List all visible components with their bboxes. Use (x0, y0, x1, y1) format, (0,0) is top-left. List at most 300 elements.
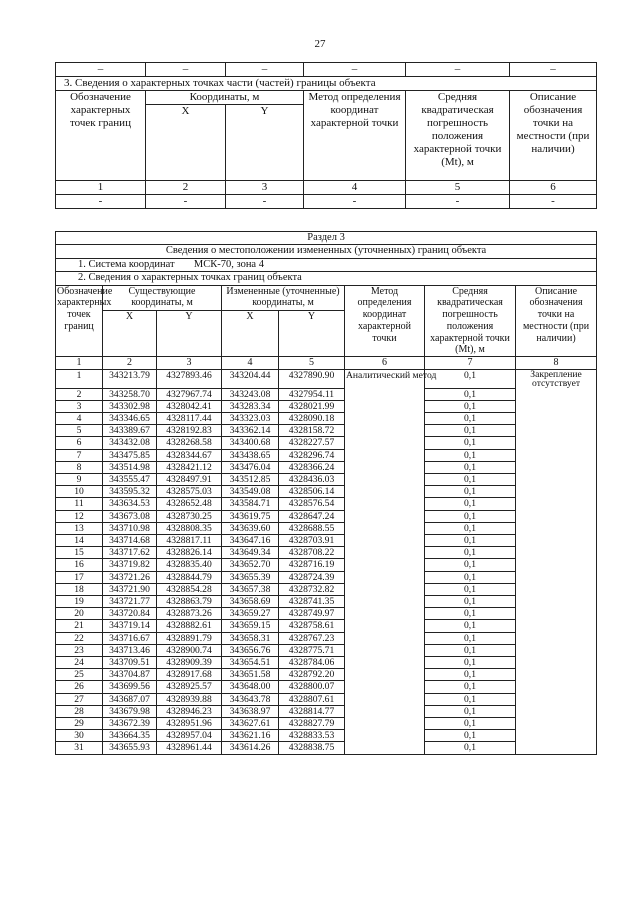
changed-y-cell: 4328800.07 (279, 681, 345, 693)
table-row (56, 583, 597, 595)
existing-x-cell: 343302.98 (103, 400, 157, 412)
changed-y-cell: 4327954.11 (279, 388, 345, 400)
method-cell (345, 730, 425, 742)
col-number: 1 (56, 357, 103, 370)
changed-x-cell: 343283.34 (222, 400, 279, 412)
coordinate-system-value: МСК-70, зона 4 (193, 258, 264, 270)
point-number-cell: 16 (56, 559, 103, 571)
changed-x-cell: 343614.26 (222, 742, 279, 754)
mt-cell: 0,1 (425, 522, 516, 534)
changed-y-cell: 4328366.24 (279, 461, 345, 473)
existing-x-cell: 343717.62 (103, 547, 157, 559)
description-cell (516, 474, 597, 486)
point-number-cell: 25 (56, 669, 103, 681)
changed-y-cell: 4328838.75 (279, 742, 345, 754)
mt-cell: 0,1 (425, 547, 516, 559)
changed-y-cell: 4328833.53 (279, 730, 345, 742)
changed-y-cell: 4328688.55 (279, 522, 345, 534)
method-cell (345, 510, 425, 522)
description-cell (516, 400, 597, 412)
changed-y-cell: 4328296.74 (279, 449, 345, 461)
mt-cell: 0,1 (425, 559, 516, 571)
mt-cell: 0,1 (425, 608, 516, 620)
changed-x-cell: 343659.27 (222, 608, 279, 620)
point-number-cell: 6 (56, 437, 103, 449)
changed-x-cell: 343643.78 (222, 693, 279, 705)
method-cell (345, 486, 425, 498)
method-cell (345, 437, 425, 449)
mt-cell: 0,1 (425, 632, 516, 644)
description-cell (516, 583, 597, 595)
existing-y-cell: 4328575.03 (157, 486, 222, 498)
mt-cell: 0,1 (425, 669, 516, 681)
existing-y-cell: 4328882.61 (157, 620, 222, 632)
table-row (56, 681, 597, 693)
existing-y-cell: 4328951.96 (157, 718, 222, 730)
point-number-cell: 27 (56, 693, 103, 705)
method-cell (345, 583, 425, 595)
changed-x-cell: 343656.76 (222, 644, 279, 656)
description-cell (516, 730, 597, 742)
changed-x-cell: 343627.61 (222, 718, 279, 730)
dash-cell: – (56, 63, 146, 77)
empty-cell: - (56, 194, 146, 208)
existing-y-cell: 4328925.57 (157, 681, 222, 693)
dash-row (56, 63, 597, 77)
description-cell (516, 486, 597, 498)
point-number-cell: 2 (56, 388, 103, 400)
description-cell (516, 620, 597, 632)
col-number: 7 (425, 357, 516, 370)
method-cell (345, 693, 425, 705)
changed-y-cell: 4328703.91 (279, 535, 345, 547)
dash-cell: – (406, 63, 510, 77)
changed-y-cell: 4328158.72 (279, 425, 345, 437)
changed-x-cell: 343584.71 (222, 498, 279, 510)
existing-x-cell: 343664.35 (103, 730, 157, 742)
changed-x-cell: 343649.34 (222, 547, 279, 559)
section3-title: Раздел 3 (56, 232, 597, 245)
existing-x-cell: 343721.77 (103, 596, 157, 608)
table-row (56, 400, 597, 412)
existing-y-cell: 4328117.44 (157, 412, 222, 424)
changed-x-cell: 343204.44 (222, 370, 279, 389)
mt-cell: 0,1 (425, 718, 516, 730)
changed-x-cell: 343658.31 (222, 632, 279, 644)
col-number: 1 (56, 180, 146, 194)
method-cell (345, 412, 425, 424)
existing-x-cell: 343716.67 (103, 632, 157, 644)
header-description: Описание обозначения точки на местности (при наличии) (510, 90, 597, 180)
point-number-cell: 31 (56, 742, 103, 754)
method-cell (345, 669, 425, 681)
existing-y-cell: 4328817.11 (157, 535, 222, 547)
description-cell: Закрепление отсутствует (516, 370, 597, 389)
changed-x-cell: 343651.58 (222, 669, 279, 681)
table-row (56, 705, 597, 717)
existing-y-cell: 4328730.25 (157, 510, 222, 522)
table-row (56, 742, 597, 754)
section-title-row (56, 76, 597, 90)
point-number-cell: 21 (56, 620, 103, 632)
existing-y-cell: 4328344.67 (157, 449, 222, 461)
existing-x-cell: 343672.39 (103, 718, 157, 730)
changed-x-cell: 343654.51 (222, 657, 279, 669)
coordinate-system-label: 1. Система координат (78, 258, 175, 270)
changed-y-cell: 4328227.57 (279, 437, 345, 449)
empty-cell: - (406, 194, 510, 208)
changed-y-cell: 4328716.19 (279, 559, 345, 571)
description-cell (516, 425, 597, 437)
header-existing-coords: Существующие координаты, м (103, 285, 222, 311)
changed-x-cell: 343638.97 (222, 705, 279, 717)
description-cell (516, 498, 597, 510)
description-cell (516, 693, 597, 705)
existing-x-cell: 343514.98 (103, 461, 157, 473)
header-method: Метод определения координат характерной точки (345, 285, 425, 357)
point-number-cell: 26 (56, 681, 103, 693)
description-cell (516, 681, 597, 693)
existing-x-cell: 343709.51 (103, 657, 157, 669)
existing-y-cell: 4328909.39 (157, 657, 222, 669)
dash-cell: – (304, 63, 406, 77)
description-cell (516, 608, 597, 620)
description-cell (516, 449, 597, 461)
col-number: 4 (222, 357, 279, 370)
coordinate-system-row (56, 258, 597, 271)
existing-y-cell: 4328826.14 (157, 547, 222, 559)
existing-y-cell: 4328268.58 (157, 437, 222, 449)
existing-y-cell: 4327967.74 (157, 388, 222, 400)
changed-y-cell: 4328708.22 (279, 547, 345, 559)
changed-x-cell: 343647.16 (222, 535, 279, 547)
existing-y-cell: 4328844.79 (157, 571, 222, 583)
page-number: 27 (314, 38, 326, 50)
header-changed-coords: Измененные (уточненные) координаты, м (222, 285, 345, 311)
description-cell (516, 437, 597, 449)
changed-y-cell: 4328827.79 (279, 718, 345, 730)
changed-x-cell: 343639.60 (222, 522, 279, 534)
point-number-cell: 4 (56, 412, 103, 424)
description-cell (516, 461, 597, 473)
method-cell (345, 474, 425, 486)
existing-y-cell: 4328946.23 (157, 705, 222, 717)
existing-x-cell: 343714.68 (103, 535, 157, 547)
existing-x-cell: 343432.08 (103, 437, 157, 449)
point-number-cell: 11 (56, 498, 103, 510)
mt-cell: 0,1 (425, 461, 516, 473)
table-row (56, 510, 597, 522)
method-cell (345, 718, 425, 730)
existing-x-cell: 343699.56 (103, 681, 157, 693)
changed-x-cell: 343652.70 (222, 559, 279, 571)
mt-cell: 0,1 (425, 486, 516, 498)
changed-y-cell: 4328767.23 (279, 632, 345, 644)
changed-x-cell: 343243.08 (222, 388, 279, 400)
col-number: 3 (226, 180, 304, 194)
col-number: 5 (406, 180, 510, 194)
description-cell (516, 571, 597, 583)
existing-x-cell: 343655.93 (103, 742, 157, 754)
description-cell (516, 510, 597, 522)
existing-y-cell: 4328891.79 (157, 632, 222, 644)
table-row (56, 596, 597, 608)
existing-x-cell: 343346.65 (103, 412, 157, 424)
empty-cell: - (304, 194, 406, 208)
table-row (56, 657, 597, 669)
method-cell (345, 498, 425, 510)
header-mt: Средняя квадратическая погрешность положения характерной точки (Mt), м (425, 285, 516, 357)
changed-x-cell: 343621.16 (222, 730, 279, 742)
changed-y-cell: 4328732.82 (279, 583, 345, 595)
changed-y-cell: 4328749.97 (279, 608, 345, 620)
points-title: 2. Сведения о характерных точках границ объекта (56, 272, 597, 285)
existing-x-cell: 343634.53 (103, 498, 157, 510)
mt-cell: 0,1 (425, 705, 516, 717)
existing-y-cell: 4328652.48 (157, 498, 222, 510)
method-cell (345, 596, 425, 608)
existing-y-cell: 4328873.26 (157, 608, 222, 620)
changed-y-cell: 4328741.35 (279, 596, 345, 608)
existing-x-cell: 343704.87 (103, 669, 157, 681)
changed-y-cell: 4328807.61 (279, 693, 345, 705)
changed-x-cell: 343657.38 (222, 583, 279, 595)
point-number-cell: 24 (56, 657, 103, 669)
existing-y-cell: 4328957.04 (157, 730, 222, 742)
mt-cell: 0,1 (425, 510, 516, 522)
changed-y-cell: 4328090.18 (279, 412, 345, 424)
existing-x-cell: 343389.67 (103, 425, 157, 437)
changed-x-cell: 343648.00 (222, 681, 279, 693)
existing-y-cell: 4328854.28 (157, 583, 222, 595)
table-row (56, 693, 597, 705)
point-number-cell: 20 (56, 608, 103, 620)
changed-x-cell: 343476.04 (222, 461, 279, 473)
table-row (56, 644, 597, 656)
point-number-cell: 22 (56, 632, 103, 644)
existing-y-cell: 4328961.44 (157, 742, 222, 754)
changed-x-cell: 343549.08 (222, 486, 279, 498)
method-cell (345, 608, 425, 620)
point-number-cell: 19 (56, 596, 103, 608)
header-y: Y (226, 104, 304, 180)
header-coordinates: Координаты, м (146, 90, 304, 104)
changed-x-cell: 343323.03 (222, 412, 279, 424)
existing-x-cell: 343710.98 (103, 522, 157, 534)
existing-y-cell: 4328900.74 (157, 644, 222, 656)
mt-cell: 0,1 (425, 596, 516, 608)
changed-y-cell: 4328647.24 (279, 510, 345, 522)
point-number-cell: 7 (56, 449, 103, 461)
existing-x-cell: 343721.26 (103, 571, 157, 583)
method-cell (345, 742, 425, 754)
header-mt: Средняя квадратическая погрешность положения характерной точки (Mt), м (406, 90, 510, 180)
method-cell (345, 400, 425, 412)
changed-y-cell: 4328436.03 (279, 474, 345, 486)
existing-x-cell: 343713.46 (103, 644, 157, 656)
description-cell (516, 596, 597, 608)
mt-cell: 0,1 (425, 400, 516, 412)
table-row (56, 571, 597, 583)
empty-row (56, 194, 597, 208)
method-cell (345, 559, 425, 571)
changed-y-cell: 4328576.54 (279, 498, 345, 510)
changed-x-cell: 343659.15 (222, 620, 279, 632)
existing-y-cell: 4328835.40 (157, 559, 222, 571)
col-number: 2 (146, 180, 226, 194)
description-cell (516, 669, 597, 681)
existing-x-cell: 343720.84 (103, 608, 157, 620)
mt-cell: 0,1 (425, 535, 516, 547)
table-row (56, 437, 597, 449)
changed-x-cell: 343512.85 (222, 474, 279, 486)
mt-cell: 0,1 (425, 730, 516, 742)
existing-x-cell: 343475.85 (103, 449, 157, 461)
point-number-cell: 14 (56, 535, 103, 547)
col-number: 6 (510, 180, 597, 194)
method-cell (345, 388, 425, 400)
header-existing-y: Y (157, 311, 222, 357)
existing-x-cell: 343258.70 (103, 388, 157, 400)
point-number-cell: 9 (56, 474, 103, 486)
existing-y-cell: 4328808.35 (157, 522, 222, 534)
method-cell (345, 681, 425, 693)
description-cell (516, 559, 597, 571)
existing-x-cell: 343673.08 (103, 510, 157, 522)
changed-x-cell: 343658.69 (222, 596, 279, 608)
changed-x-cell: 343655.39 (222, 571, 279, 583)
point-number-cell: 12 (56, 510, 103, 522)
header-method: Метод определения координат характерной точки (304, 90, 406, 180)
table-row (56, 474, 597, 486)
changed-y-cell: 4328784.06 (279, 657, 345, 669)
method-cell (345, 547, 425, 559)
table-row (56, 632, 597, 644)
method-cell: Аналитический метод (345, 370, 425, 389)
table-row (56, 535, 597, 547)
header-changed-x: X (222, 311, 279, 357)
section3-subtitle: Сведения о местоположении измененных (уточненных) границ объекта (56, 245, 597, 258)
existing-x-cell: 343719.82 (103, 559, 157, 571)
changed-x-cell: 343400.68 (222, 437, 279, 449)
description-cell (516, 644, 597, 656)
header-point-designation: Обозначение характерных точек границ (56, 90, 146, 180)
table-row (56, 608, 597, 620)
empty-cell: - (146, 194, 226, 208)
table-row (56, 669, 597, 681)
mt-cell: 0,1 (425, 583, 516, 595)
point-number-cell: 17 (56, 571, 103, 583)
method-cell (345, 449, 425, 461)
column-numbers-row (56, 180, 597, 194)
point-number-cell: 18 (56, 583, 103, 595)
point-number-cell: 30 (56, 730, 103, 742)
mt-cell: 0,1 (425, 370, 516, 389)
existing-x-cell: 343595.32 (103, 486, 157, 498)
existing-y-cell: 4327893.46 (157, 370, 222, 389)
method-cell (345, 620, 425, 632)
existing-x-cell: 343213.79 (103, 370, 157, 389)
table-row (56, 486, 597, 498)
existing-y-cell: 4328863.79 (157, 596, 222, 608)
existing-x-cell: 343719.14 (103, 620, 157, 632)
col-number: 5 (279, 357, 345, 370)
mt-cell: 0,1 (425, 449, 516, 461)
changed-y-cell: 4328758.61 (279, 620, 345, 632)
mt-cell: 0,1 (425, 412, 516, 424)
point-number-cell: 29 (56, 718, 103, 730)
existing-y-cell: 4328497.91 (157, 474, 222, 486)
method-cell (345, 632, 425, 644)
table-row (56, 559, 597, 571)
dash-cell: – (510, 63, 597, 77)
points-table-body (56, 370, 597, 755)
existing-y-cell: 4328917.68 (157, 669, 222, 681)
section3-table (55, 231, 597, 755)
col-number: 8 (516, 357, 597, 370)
mt-cell: 0,1 (425, 681, 516, 693)
method-cell (345, 522, 425, 534)
table-row (56, 461, 597, 473)
changed-y-cell: 4328792.20 (279, 669, 345, 681)
header-changed-y: Y (279, 311, 345, 357)
point-number-cell: 1 (56, 370, 103, 389)
description-cell (516, 522, 597, 534)
dash-cell: – (146, 63, 226, 77)
col-number: 3 (157, 357, 222, 370)
mt-cell: 0,1 (425, 620, 516, 632)
part-boundary-title: 3. Сведения о характерных точках части (частей) границы объекта (56, 76, 597, 90)
table-row (56, 522, 597, 534)
existing-y-cell: 4328421.12 (157, 461, 222, 473)
header-x: X (146, 104, 226, 180)
point-number-cell: 15 (56, 547, 103, 559)
changed-x-cell: 343362.14 (222, 425, 279, 437)
part-boundary-points-table (55, 62, 597, 209)
description-cell (516, 718, 597, 730)
method-cell (345, 644, 425, 656)
point-number-cell: 23 (56, 644, 103, 656)
mt-cell: 0,1 (425, 657, 516, 669)
col-number: 6 (345, 357, 425, 370)
description-cell (516, 657, 597, 669)
method-cell (345, 571, 425, 583)
description-cell (516, 742, 597, 754)
point-number-cell: 10 (56, 486, 103, 498)
mt-cell: 0,1 (425, 474, 516, 486)
table-row (56, 412, 597, 424)
mt-cell: 0,1 (425, 571, 516, 583)
changed-y-cell: 4328021.99 (279, 400, 345, 412)
changed-y-cell: 4328506.14 (279, 486, 345, 498)
existing-x-cell: 343687.07 (103, 693, 157, 705)
table-row (56, 498, 597, 510)
table-row (56, 547, 597, 559)
table-row (56, 620, 597, 632)
mt-cell: 0,1 (425, 425, 516, 437)
existing-x-cell: 343555.47 (103, 474, 157, 486)
point-number-cell: 13 (56, 522, 103, 534)
description-cell (516, 632, 597, 644)
header-point-designation: Обозначение характерных точек границ (56, 285, 103, 357)
changed-y-cell: 4328724.39 (279, 571, 345, 583)
changed-x-cell: 343619.75 (222, 510, 279, 522)
existing-y-cell: 4328192.83 (157, 425, 222, 437)
changed-y-cell: 4328775.71 (279, 644, 345, 656)
mt-cell: 0,1 (425, 693, 516, 705)
point-number-cell: 3 (56, 400, 103, 412)
dash-cell: – (226, 63, 304, 77)
